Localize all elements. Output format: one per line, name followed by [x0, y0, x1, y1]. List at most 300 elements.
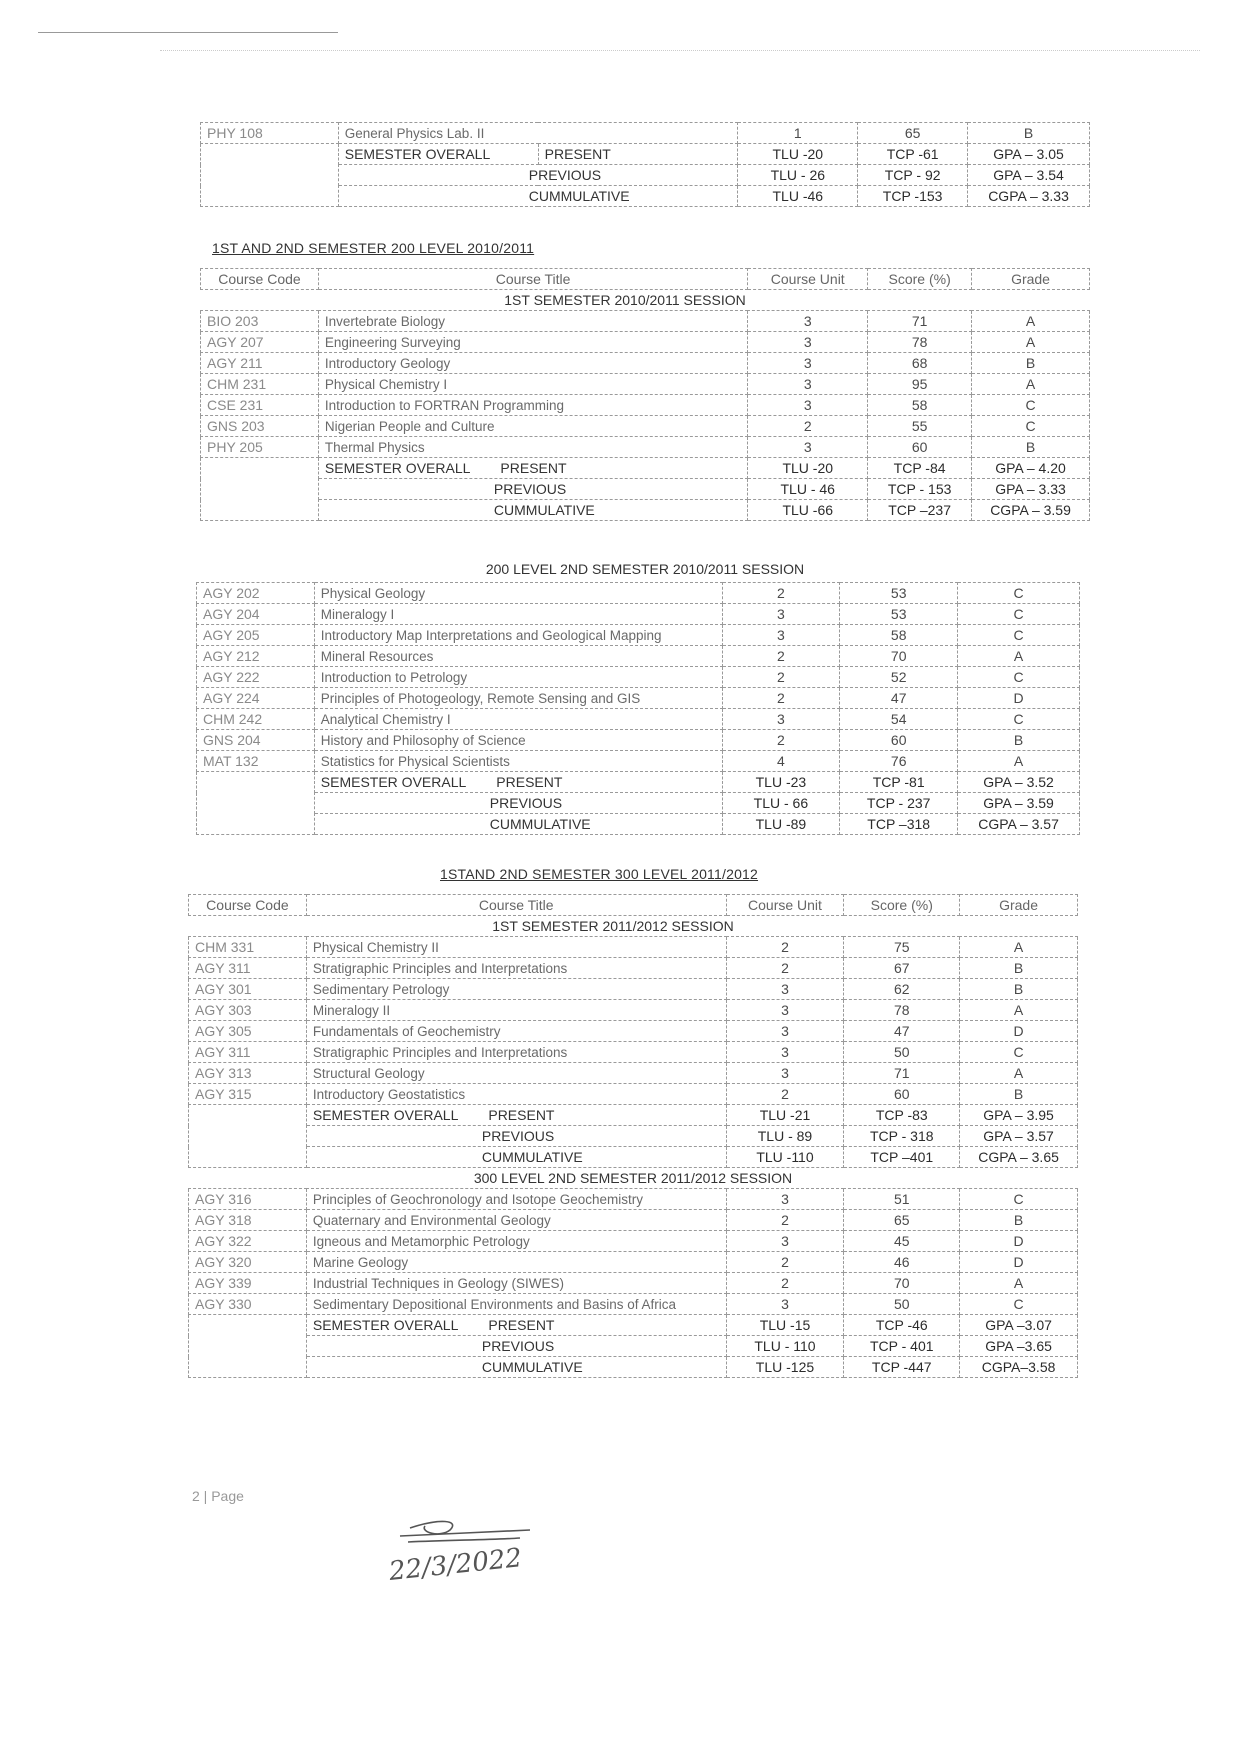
course-grade: C [960, 1042, 1078, 1063]
course-title: Physical Chemistry II [306, 937, 726, 958]
course-score: 71 [844, 1063, 960, 1084]
present-gpa: GPA – 3.95 [960, 1105, 1078, 1126]
semester-overall-label: SEMESTER OVERALL [312, 1317, 459, 1333]
course-grade: C [958, 667, 1080, 688]
cumulative-label: CUMMULATIVE [314, 814, 722, 835]
cumulative-tcp: TCP -153 [858, 186, 968, 207]
signature-mark [380, 1510, 580, 1600]
session-title-row [189, 1168, 1078, 1189]
col-course-unit: Course Unit [748, 269, 868, 290]
present-tcp: TCP -83 [844, 1105, 960, 1126]
previous-tcp: TCP - 237 [840, 793, 958, 814]
table-row [189, 1189, 1078, 1210]
cumulative-tcp: TCP -447 [844, 1357, 960, 1378]
session-title-row [189, 916, 1078, 937]
summary-cumulative-row [197, 814, 1080, 835]
table-row [189, 1000, 1078, 1021]
course-score: 67 [844, 958, 960, 979]
course-score: 53 [840, 604, 958, 625]
present-label: PRESENT [488, 1317, 555, 1333]
present-tlu: TLU -15 [726, 1315, 844, 1336]
previous-label: PREVIOUS [338, 165, 738, 186]
course-code: AGY 330 [189, 1294, 307, 1315]
level200-table [200, 268, 1090, 521]
course-grade: C [960, 1294, 1078, 1315]
course-code: AGY 322 [189, 1231, 307, 1252]
table-row [197, 625, 1080, 646]
course-title: Introductory Geostatistics [306, 1084, 726, 1105]
course-title: Mineralogy II [306, 1000, 726, 1021]
course-title: Introductory Map Interpretations and Geological Mapping [314, 625, 722, 646]
course-grade: B [972, 437, 1090, 458]
table-row [201, 395, 1090, 416]
present-label: PRESENT [488, 1107, 555, 1123]
course-unit: 3 [722, 604, 840, 625]
summary-blank-cell [201, 458, 319, 521]
summary-present-row [197, 772, 1080, 793]
table-header-row [201, 269, 1090, 290]
level300-sem1-rows [189, 937, 1078, 1105]
session-title: 1ST SEMESTER 2011/2012 SESSION [189, 916, 1078, 937]
level300-table [188, 894, 1078, 1378]
course-code: PHY 108 [201, 123, 339, 144]
course-score: 70 [840, 646, 958, 667]
cumulative-gpa: CGPA–3.58 [960, 1357, 1078, 1378]
cumulative-tcp: TCP –318 [840, 814, 958, 835]
level300-sem2-summary [189, 1315, 1078, 1378]
table-row [189, 1210, 1078, 1231]
table-row [189, 958, 1078, 979]
course-unit: 3 [748, 395, 868, 416]
course-score: 53 [840, 583, 958, 604]
col-score: Score (%) [844, 895, 960, 916]
course-score: 78 [868, 332, 972, 353]
present-gpa: GPA – 4.20 [972, 458, 1090, 479]
course-grade: B [958, 730, 1080, 751]
course-title: Analytical Chemistry I [314, 709, 722, 730]
course-title: Thermal Physics [318, 437, 747, 458]
cumulative-label: CUMMULATIVE [338, 186, 738, 207]
course-score: 62 [844, 979, 960, 1000]
semester-summary-label [306, 1105, 726, 1126]
semester-overall-label: SEMESTER OVERALL [324, 460, 471, 476]
table-row [189, 1021, 1078, 1042]
course-unit: 2 [726, 1252, 844, 1273]
table-row [201, 374, 1090, 395]
previous-gpa: GPA – 3.57 [960, 1126, 1078, 1147]
session-title: 1ST SEMESTER 2010/2011 SESSION [201, 290, 1090, 311]
course-code: BIO 203 [201, 311, 319, 332]
course-title: Nigerian People and Culture [318, 416, 747, 437]
course-title: Igneous and Metamorphic Petrology [306, 1231, 726, 1252]
course-code: AGY 305 [189, 1021, 307, 1042]
course-score: 58 [868, 395, 972, 416]
course-unit: 3 [726, 1042, 844, 1063]
course-title: Mineral Resources [314, 646, 722, 667]
level300-header [189, 895, 1078, 937]
course-unit: 2 [722, 688, 840, 709]
cumulative-gpa: CGPA – 3.65 [960, 1147, 1078, 1168]
table-row [201, 123, 1090, 144]
course-score: 75 [844, 937, 960, 958]
course-code: AGY 311 [189, 958, 307, 979]
col-course-title: Course Title [306, 895, 726, 916]
course-score: 55 [868, 416, 972, 437]
cumulative-label: CUMMULATIVE [306, 1357, 726, 1378]
level200-sem2-summary [197, 772, 1080, 835]
course-title: Industrial Techniques in Geology (SIWES) [306, 1273, 726, 1294]
previous-tcp: TCP - 401 [844, 1336, 960, 1357]
course-unit: 2 [726, 1084, 844, 1105]
course-code: AGY 339 [189, 1273, 307, 1294]
previous-label: PREVIOUS [318, 479, 747, 500]
table-row [189, 1294, 1078, 1315]
course-unit: 2 [748, 416, 868, 437]
course-score: 46 [844, 1252, 960, 1273]
table-row [197, 709, 1080, 730]
cumulative-tlu: TLU -89 [722, 814, 840, 835]
course-code: AGY 207 [201, 332, 319, 353]
course-code: AGY 204 [197, 604, 315, 625]
present-tlu: TLU -20 [738, 144, 858, 165]
course-code: CHM 231 [201, 374, 319, 395]
cumulative-gpa: CGPA – 3.33 [968, 186, 1090, 207]
cumulative-tlu: TLU -66 [748, 500, 868, 521]
course-title: Marine Geology [306, 1252, 726, 1273]
summary-cumulative-row [189, 1357, 1078, 1378]
table-row [197, 688, 1080, 709]
course-grade: B [968, 123, 1090, 144]
summary-present-row [189, 1105, 1078, 1126]
table-row [189, 937, 1078, 958]
present-gpa: GPA – 3.05 [968, 144, 1090, 165]
course-unit: 2 [722, 583, 840, 604]
course-grade: C [960, 1189, 1078, 1210]
page-number: 2 | Page [192, 1488, 244, 1504]
table-row [189, 1084, 1078, 1105]
previous-tlu: TLU - 110 [726, 1336, 844, 1357]
cumulative-tcp: TCP –401 [844, 1147, 960, 1168]
level200-sem1-rows [201, 311, 1090, 458]
semester-overall-label: SEMESTER OVERALL [312, 1107, 459, 1123]
signature [380, 1510, 580, 1605]
previous-label: PREVIOUS [306, 1126, 726, 1147]
col-score: Score (%) [868, 269, 972, 290]
course-code: CHM 331 [189, 937, 307, 958]
table-row [201, 332, 1090, 353]
course-grade: A [960, 1273, 1078, 1294]
course-title: Stratigraphic Principles and Interpretations [306, 958, 726, 979]
level200-header [201, 269, 1090, 311]
semester-overall-label: SEMESTER OVERALL [320, 774, 467, 790]
course-code: MAT 132 [197, 751, 315, 772]
previous-tlu: TLU - 26 [738, 165, 858, 186]
course-score: 58 [840, 625, 958, 646]
table-row [201, 416, 1090, 437]
course-title: Principles of Photogeology, Remote Sensing and GIS [314, 688, 722, 709]
course-grade: A [958, 751, 1080, 772]
course-title: Structural Geology [306, 1063, 726, 1084]
previous-label: PREVIOUS [306, 1336, 726, 1357]
table-row [197, 646, 1080, 667]
semester-summary-label [306, 1315, 726, 1336]
semester-overall-label: SEMESTER OVERALL [338, 144, 538, 165]
course-unit: 3 [726, 1189, 844, 1210]
summary-previous-row [201, 479, 1090, 500]
course-score: 65 [844, 1210, 960, 1231]
course-code: GNS 203 [201, 416, 319, 437]
course-grade: C [958, 604, 1080, 625]
course-title: Physical Geology [314, 583, 722, 604]
table-row [201, 311, 1090, 332]
course-unit: 3 [748, 374, 868, 395]
summary-blank-cell [189, 1315, 307, 1378]
table-row [189, 1063, 1078, 1084]
course-grade: C [972, 416, 1090, 437]
course-unit: 3 [748, 437, 868, 458]
course-title: Invertebrate Biology [318, 311, 747, 332]
summary-blank-cell [197, 772, 315, 835]
summary-cumulative-row [189, 1147, 1078, 1168]
course-grade: B [960, 1210, 1078, 1231]
course-unit: 2 [726, 937, 844, 958]
course-unit: 2 [726, 958, 844, 979]
course-code: AGY 320 [189, 1252, 307, 1273]
course-grade: B [960, 979, 1078, 1000]
table-row [201, 437, 1090, 458]
course-title: Mineralogy I [314, 604, 722, 625]
course-score: 54 [840, 709, 958, 730]
course-score: 65 [858, 123, 968, 144]
level300-sem1-summary [189, 1105, 1078, 1168]
course-score: 47 [840, 688, 958, 709]
course-unit: 2 [722, 646, 840, 667]
course-unit: 3 [748, 311, 868, 332]
course-code: PHY 205 [201, 437, 319, 458]
previous-gpa: GPA – 3.33 [972, 479, 1090, 500]
present-tcp: TCP -84 [868, 458, 972, 479]
course-grade: A [960, 1000, 1078, 1021]
course-code: AGY 318 [189, 1210, 307, 1231]
course-score: 60 [844, 1084, 960, 1105]
course-title: Introduction to FORTRAN Programming [318, 395, 747, 416]
table-row [189, 1042, 1078, 1063]
summary-present-row [189, 1315, 1078, 1336]
course-unit: 3 [726, 1021, 844, 1042]
course-score: 70 [844, 1273, 960, 1294]
summary-cumulative-row [201, 500, 1090, 521]
table-row [197, 730, 1080, 751]
cumulative-tlu: TLU -110 [726, 1147, 844, 1168]
level200-sem2-rows [197, 583, 1080, 772]
present-gpa: GPA – 3.52 [958, 772, 1080, 793]
course-grade: A [958, 646, 1080, 667]
course-unit: 3 [726, 1063, 844, 1084]
level200-sem2-title: 200 LEVEL 2ND SEMESTER 2010/2011 SESSION [485, 561, 805, 577]
course-title: Introduction to Petrology [314, 667, 722, 688]
course-unit: 2 [722, 667, 840, 688]
course-code: AGY 315 [189, 1084, 307, 1105]
course-code: AGY 211 [201, 353, 319, 374]
course-title: General Physics Lab. II [338, 123, 738, 144]
course-score: 51 [844, 1189, 960, 1210]
course-score: 71 [868, 311, 972, 332]
present-gpa: GPA –3.07 [960, 1315, 1078, 1336]
course-title: Introductory Geology [318, 353, 747, 374]
course-unit: 4 [722, 751, 840, 772]
present-label: PRESENT [496, 774, 563, 790]
course-grade: C [972, 395, 1090, 416]
course-unit: 2 [726, 1273, 844, 1294]
course-title: Stratigraphic Principles and Interpretations [306, 1042, 726, 1063]
col-grade: Grade [960, 895, 1078, 916]
present-label: PRESENT [500, 460, 567, 476]
course-code: AGY 316 [189, 1189, 307, 1210]
level300-heading: 1STAND 2ND SEMESTER 300 LEVEL 2011/2012 [440, 866, 759, 882]
table-row [197, 604, 1080, 625]
course-title: Sedimentary Petrology [306, 979, 726, 1000]
scan-top-dotted-line [160, 50, 1200, 51]
course-title: Quaternary and Environmental Geology [306, 1210, 726, 1231]
course-score: 50 [844, 1042, 960, 1063]
previous-gpa: GPA – 3.54 [968, 165, 1090, 186]
course-score: 95 [868, 374, 972, 395]
course-score: 78 [844, 1000, 960, 1021]
course-code: AGY 224 [197, 688, 315, 709]
cumulative-gpa: CGPA – 3.57 [958, 814, 1080, 835]
course-score: 68 [868, 353, 972, 374]
summary-blank-cell [189, 1105, 307, 1168]
level300-sem2-rows [189, 1189, 1078, 1315]
course-code: CHM 242 [197, 709, 315, 730]
course-grade: D [958, 688, 1080, 709]
course-grade: C [958, 709, 1080, 730]
present-label: PRESENT [538, 144, 738, 165]
course-code: AGY 205 [197, 625, 315, 646]
present-tcp: TCP -81 [840, 772, 958, 793]
course-code: AGY 301 [189, 979, 307, 1000]
previous-gpa: GPA –3.65 [960, 1336, 1078, 1357]
session-title-row [201, 290, 1090, 311]
course-score: 76 [840, 751, 958, 772]
previous-tlu: TLU - 89 [726, 1126, 844, 1147]
summary-previous-row [197, 793, 1080, 814]
course-title: History and Philosophy of Science [314, 730, 722, 751]
course-grade: C [958, 583, 1080, 604]
course-unit: 3 [748, 353, 868, 374]
col-course-code: Course Code [201, 269, 319, 290]
course-grade: B [972, 353, 1090, 374]
col-course-unit: Course Unit [726, 895, 844, 916]
previous-tlu: TLU - 46 [748, 479, 868, 500]
course-score: 45 [844, 1231, 960, 1252]
course-unit: 2 [726, 1210, 844, 1231]
course-code: CSE 231 [201, 395, 319, 416]
summary-previous-row [189, 1336, 1078, 1357]
table-row [189, 1273, 1078, 1294]
course-score: 47 [844, 1021, 960, 1042]
table-row [189, 1252, 1078, 1273]
col-course-title: Course Title [318, 269, 747, 290]
table-row [197, 667, 1080, 688]
level200-sem2-table [196, 582, 1080, 835]
course-code: AGY 313 [189, 1063, 307, 1084]
cumulative-tcp: TCP –237 [868, 500, 972, 521]
course-code: AGY 303 [189, 1000, 307, 1021]
present-tlu: TLU -21 [726, 1105, 844, 1126]
table-row [189, 979, 1078, 1000]
table-row [201, 353, 1090, 374]
course-title: Fundamentals of Geochemistry [306, 1021, 726, 1042]
cumulative-tlu: TLU -46 [738, 186, 858, 207]
course-score: 60 [868, 437, 972, 458]
present-tlu: TLU -20 [748, 458, 868, 479]
course-grade: D [960, 1231, 1078, 1252]
semester-summary-label [314, 772, 722, 793]
summary-present-row [201, 458, 1090, 479]
course-code: AGY 212 [197, 646, 315, 667]
col-course-code: Course Code [189, 895, 307, 916]
signature-date: 22/3/2022 [387, 1543, 524, 1587]
course-title: Sedimentary Depositional Environments and Basins of Africa [306, 1294, 726, 1315]
present-tcp: TCP -46 [844, 1315, 960, 1336]
previous-tcp: TCP - 318 [844, 1126, 960, 1147]
course-grade: A [960, 937, 1078, 958]
level200-sem1-summary [201, 458, 1090, 521]
course-title: Principles of Geochronology and Isotope Geochemistry [306, 1189, 726, 1210]
course-unit: 3 [726, 1000, 844, 1021]
summary-present-row [201, 144, 1090, 165]
course-unit: 3 [726, 1294, 844, 1315]
course-title: Engineering Surveying [318, 332, 747, 353]
scan-top-line [38, 32, 338, 33]
present-tlu: TLU -23 [722, 772, 840, 793]
level200-heading: 1ST AND 2ND SEMESTER 200 LEVEL 2010/2011 [212, 240, 535, 256]
course-title: Statistics for Physical Scientists [314, 751, 722, 772]
col-grade: Grade [972, 269, 1090, 290]
previous-tcp: TCP - 92 [858, 165, 968, 186]
cumulative-tlu: TLU -125 [726, 1357, 844, 1378]
course-grade: C [958, 625, 1080, 646]
cumulative-gpa: CGPA – 3.59 [972, 500, 1090, 521]
summary-previous-row [189, 1126, 1078, 1147]
course-code: AGY 222 [197, 667, 315, 688]
course-score: 52 [840, 667, 958, 688]
course-grade: A [972, 311, 1090, 332]
table-header-row [189, 895, 1078, 916]
previous-label: PREVIOUS [314, 793, 722, 814]
course-grade: D [960, 1252, 1078, 1273]
course-unit: 3 [722, 625, 840, 646]
present-tcp: TCP -61 [858, 144, 968, 165]
course-code: AGY 311 [189, 1042, 307, 1063]
course-unit: 3 [722, 709, 840, 730]
cumulative-label: CUMMULATIVE [306, 1147, 726, 1168]
previous-gpa: GPA – 3.59 [958, 793, 1080, 814]
course-grade: D [960, 1021, 1078, 1042]
course-grade: B [960, 958, 1078, 979]
cumulative-label: CUMMULATIVE [318, 500, 747, 521]
table-row [197, 583, 1080, 604]
course-unit: 3 [726, 979, 844, 1000]
course-title: Physical Chemistry I [318, 374, 747, 395]
previous-tcp: TCP - 153 [868, 479, 972, 500]
course-unit: 1 [738, 123, 858, 144]
course-grade: A [972, 374, 1090, 395]
top-summary-table [200, 122, 1090, 207]
table-row [197, 751, 1080, 772]
semester-summary-label [318, 458, 747, 479]
